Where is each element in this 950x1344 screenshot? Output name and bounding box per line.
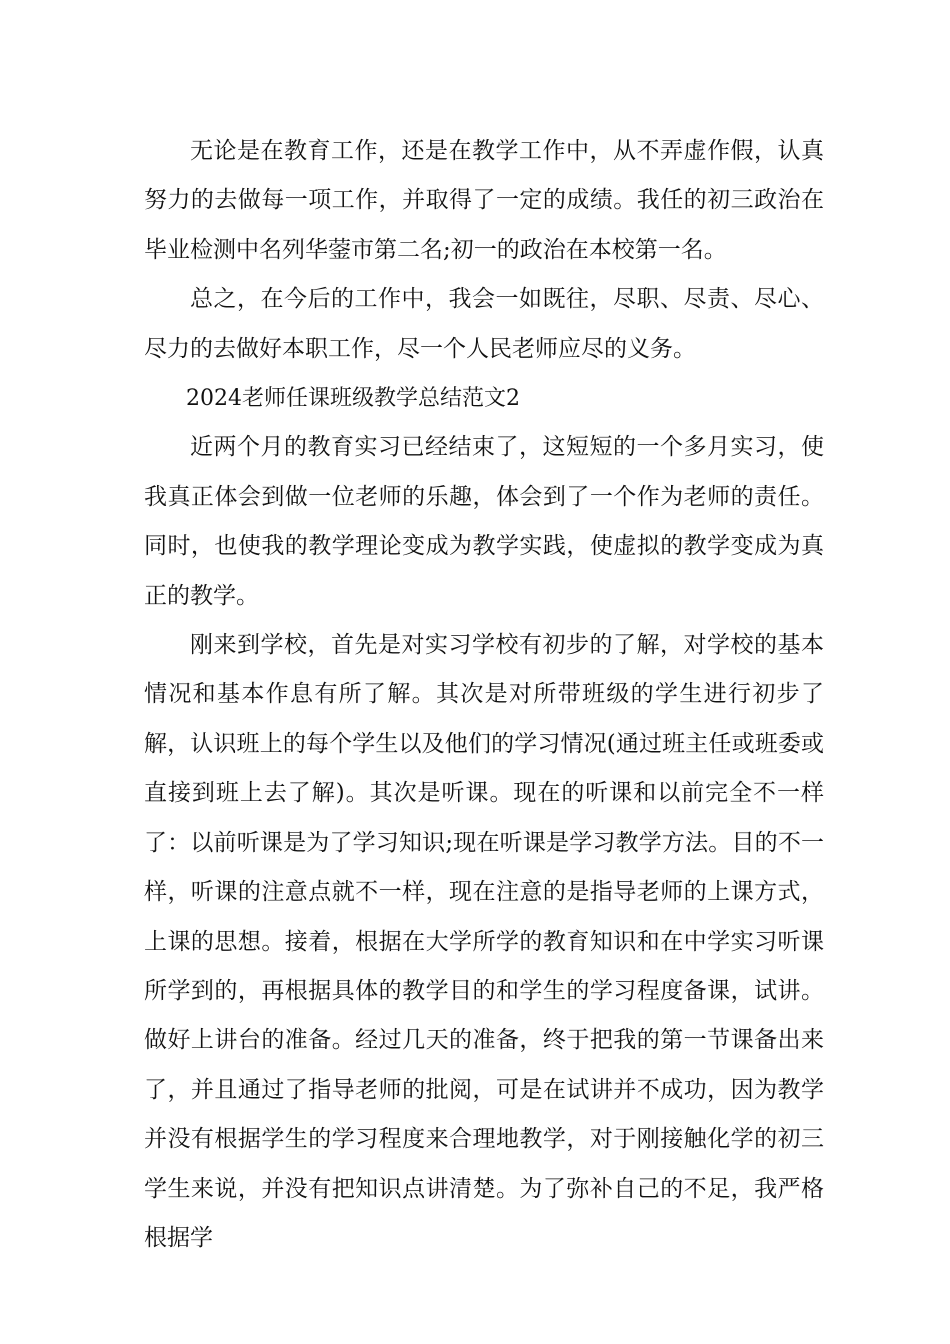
- paragraph-internship-intro: 近两个月的教育实习已经结束了，这短短的一个多月实习，使我真正体会到做一位老师的乐趣，体会到了一个作为老师的责任。同时，也使我的教学理论变成为教学实践，使虚拟的教学变成为真正的教学。: [144, 434, 824, 609]
- paragraph-conclusion: 总之，在今后的工作中，我会一如既往，尽职、尽责、尽心、尽力的去做好本职工作，尽一个人民老师应尽的义务。: [144, 286, 824, 362]
- document-body: [144, 127, 824, 1263]
- paragraph-internship-details: 刚来到学校，首先是对实习学校有初步的了解，对学校的基本情况和基本作息有所了解。其次是对所带班级的学生进行初步了解，认识班上的每个学生以及他们的学习情况(通过班主任或班委或直接到班上去了解)。其次是听课。现在的听课和以前完全不一样了：以前听课是为了学习知识;现在听课是学习教学方法。目的不一样，听课的注意点就不一样，现在注意的是指导老师的上课方式，上课的思想。接着，根据在大学所学的教育知识和在中学实习听课所学到的，再根据具体的教学目的和学生的学习程度备课，试讲。做好上讲台的准备。经过几天的准备，终于把我的第一节课备出来了，并且通过了指导老师的批阅，可是在试讲并不成功，因为教学并没有根据学生的学习程度来合理地教学，对于刚接触化学的初三学生来说，并没有把知识点讲清楚。为了弥补自己的不足，我严格根据学: [144, 632, 824, 1251]
- paragraph-achievements: 无论是在教育工作，还是在教学工作中，从不弄虚作假，认真努力的去做每一项工作，并取得了一定的成绩。我任的初三政治在毕业检测中名列华蓥市第二名;初一的政治在本校第一名。: [144, 138, 824, 263]
- section-heading: 2024老师任课班级教学总结范文2: [186, 386, 520, 412]
